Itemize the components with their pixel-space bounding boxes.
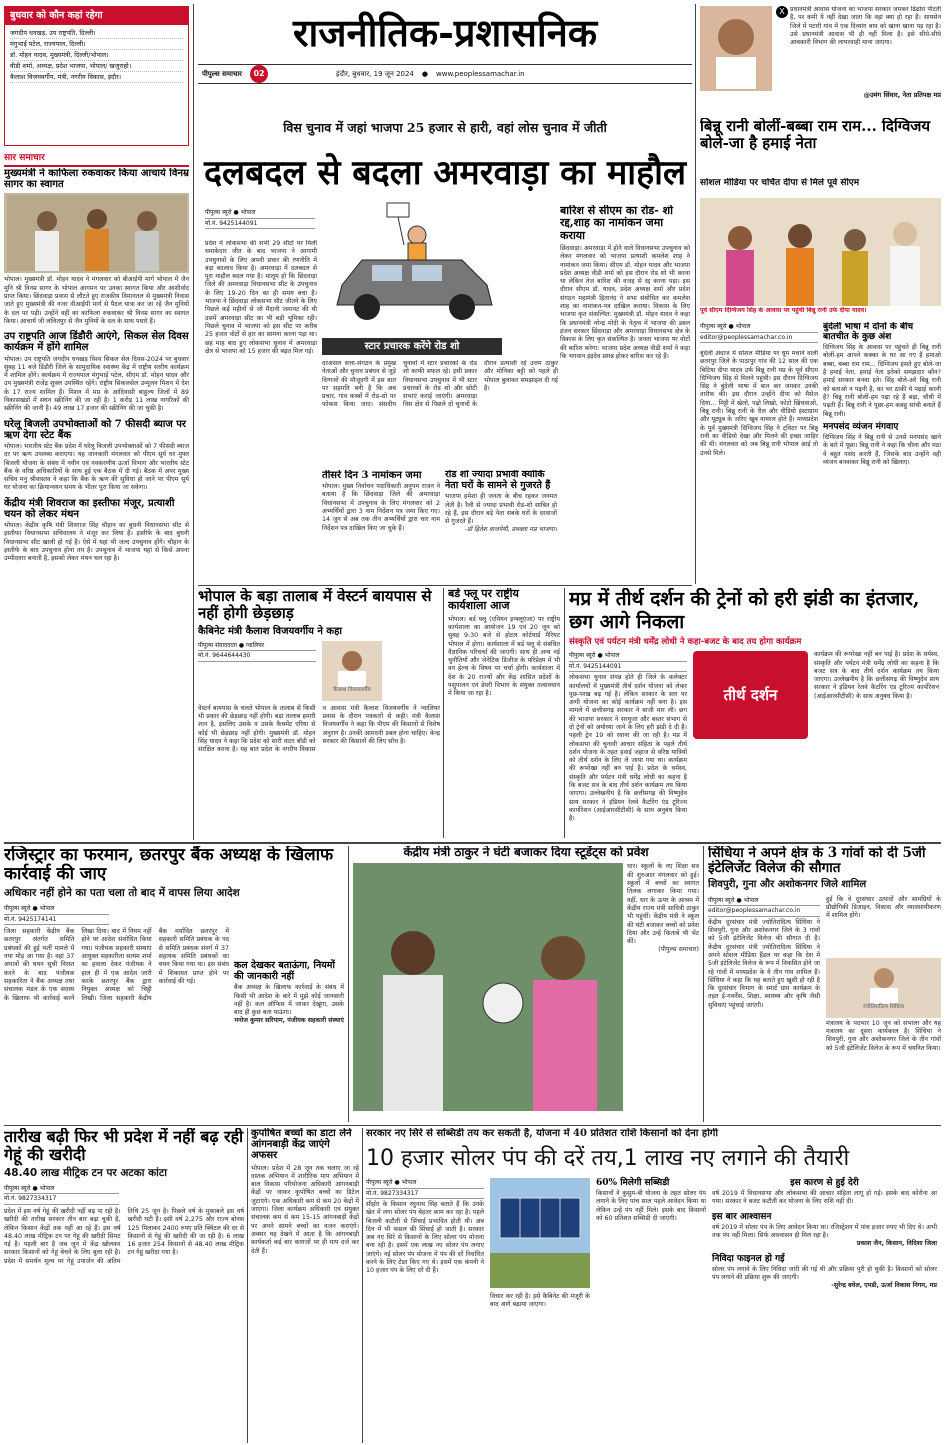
story-headline: तारीख बढ़ी फिर भी प्रदेश में नहीं बढ़ रही गेहूं की खरीदी: [4, 1128, 244, 1164]
story-headline: घरेलू बिजली उपभोक्ताओं को 7 फीसदी ब्याज पर ऋण देगा स्टेट बैंक: [4, 418, 187, 441]
story-headline: उप राष्ट्रपति आज डिंडौरी आएंगे, सिकल सेल दिवस कार्यक्रम में होंगे शामिल: [4, 331, 189, 354]
email[interactable]: editor@peoplessamachar.co.in: [708, 906, 820, 917]
bhopal-story: [198, 588, 440, 838]
box-sign: मनोज कुमार सरियाम, पंजीयक सहकारी संस्थाएं: [234, 1017, 344, 1025]
box-body: किसानों ने कुसुम-बी योजना के तहत सोलर पंप लगाने के लिए पांच साल पहले आवेदन किया था लेकिन उन्हें पंप नहीं मिले। इसके बाद किसानों को 60 प्रतिशत सब्सिडी दी जाएगी।: [596, 1190, 706, 1222]
story-body: भोपाल। बर्ड फ्लू (एवियन इन्फ्लूएंजा) पर राष्ट्रीय कार्यशाला का आयोजन 19 एवं 20 जून को सुबह 9:30 बजे से होटल कोर्टयार्ड मैरियट भोपाल में होगा। कार्यशाला में बर्ड फ्लू से संबंधित वैज्ञानिक परिचर्चा की जाएगी। साथ ही अन्य नई चुनौतियों और जेनेटिक डिजीज के परिप्रेक्ष्य में भी वन हेल्थ के विषय पर चर्चा होगी। कार्यशाला में देश के 20 राज्यों और केंद्र शासित प्रदेशों के पशुपालन एवं डेयरी विभाग के संयुक्त तत्वावधान में किया जा रहा है।: [448, 615, 560, 698]
byline: पीपुल्स ब्यूरो ● भोपाल: [569, 651, 687, 662]
workshop-story: [448, 588, 560, 838]
dateline: इंदौर, बुधवार, 19 जून 2024: [336, 69, 414, 78]
story-body: वेस्टर्न बायपास के चलते भोपाल के तालाब से किसी भी प्रकार की छेड़छाड़ नहीं होगी। बड़ा तालाब हमारी शान है, इसलिए उसके व उसके कैचमेंट एरिया से कोई भी छेड़छाड़ नहीं होगी। मुख्यमंत्री डॉ. मोहन सिंह यादव ने कहा कि प्रदेश को सारी वाटर बॉडी को संरक्षित करना है। यह बात प्रदेश के नगरीय विकास व आवास मंत्री कैलाश विजयवर्गीय ने ग्वालियर प्रवास के दौरान पत्रकारों से कही। मंत्री कैलाश विजयवर्गीय ने कहा कि पीएम की किसानों से विशेष अनुराग है। उनकी आमदनी डबल होना चाहिए। केन्द्र सरकार की किसानों की लिए सोच है।: [198, 704, 440, 754]
tirth-story: [569, 588, 941, 838]
kupo-story: [251, 1128, 359, 1443]
byline: पीपुल्स ब्यूरो ● भोपाल: [366, 1178, 484, 1189]
logo-text: तीर्थ दर्शन: [723, 685, 778, 704]
tirth-logo: [693, 651, 808, 739]
schedule-list: [5, 25, 188, 86]
tweet-sign: @उमंग सिंघार, नेता प्रतिपक्ष मप्र: [863, 91, 941, 99]
binnu-photo: [700, 198, 941, 306]
cartoon: [322, 195, 502, 355]
column-rule: [695, 4, 696, 584]
section-rule: [4, 1125, 941, 1126]
sub-headline: मनपसंद व्यंजन मंगवाए: [823, 421, 899, 432]
story-body: भोपाल। प्रदेश में 28 जून तक चलाए जा रहे दस्तक अभियान में शारीरिक माप अभियान में बाल विकास परियोजना अधिकारी आंगनबाड़ी केंद्रों पर जाकर कुपोषित बच्चों का डिटेल जुटाएंगे। एक अधिकारी कम से कम 20 केंद्रों में जाएगा। जिला कार्यक्रम अधिकारी एवं संयुक्त संचालक कम से कम 15-15 आंगनबाड़ी केंद्रों पर अपने सामने बच्चों का वजन कराएंगे। अक्सर यह देखने में आता है कि आंगनबाड़ी कार्यकर्ता कई बार कागजों पर ही माप दर्ज कर देती हैं।: [251, 1164, 359, 1255]
website[interactable]: www.peoplessamachar.in: [436, 69, 525, 78]
byline: पीपुल्स संवाददाता ● ग्वालियर: [198, 641, 316, 652]
byline: पीपुल्स ब्यूरो ● भोपाल: [4, 904, 109, 915]
story-subhead: संस्कृति एवं पर्यटन मंत्री धर्मेंद्र लोधी ने कहा-बजट के बाद तय होगा कार्यक्रम: [569, 636, 802, 647]
sub-headline: बुंदेली भाषा में दोनों के बीच बातचीत के कुछ अंश: [823, 322, 914, 343]
column-rule: [247, 1128, 248, 1443]
schedule-item: वीडी शर्मा, अध्यक्ष, प्रदेश भाजपा, भोपाल/ खजुराहो।: [10, 61, 183, 72]
byline: पीपुल्स ब्यूरो ● भोपाल: [205, 208, 315, 219]
photo-credit: (पीपुल्स समाचार): [658, 946, 699, 954]
story-body: भोपाल। केंद्रीय कृषि मंत्री शिवराज सिंह चौहान का बुधनी विधानसभा सीट से इस्तीफा विधानसभा सचिवालय ने मंजूर कर लिया है। इस्तीफे के बाद बुधनी विधानसभा सीट खाली हो गई है। ऐसे में यहां भी जल्द उपचुनाव होंगे। चौहान के इस्तीफे के बाद उपचुनाव होना तय है। उपचुनाव में भाजपा यहां से किसे अपना उम्मीदवार बनाती है, इसको लेकर मंथन चल रहा है।: [4, 522, 189, 563]
story-kicker: सरकार नए सिरे से सब्सिडी तय कर सकती है, योजना में 40 प्रतिशत राशि किसानों को देना होगी: [366, 1128, 719, 1139]
masthead-rule: [198, 64, 692, 84]
x-logo-icon: X: [776, 6, 788, 18]
story-headline: मप्र में तीर्थ दर्शन की ट्रेनों को हरी झंडी का इंतजार, छग आगे निकला: [569, 588, 920, 633]
story-body-cont: हुई कि वे दूरसंचार उत्पादों और सामग्रियों के प्रौद्योगिकी डिजाइन, विकास और व्यावसायीकरण में शामिल होंगे।: [826, 895, 941, 920]
box-headline: रोड शो ज्यादा प्रभावी क्योंकि नेता घरों के सामने से गुजरते हैं: [445, 470, 551, 491]
photo-caption: विचार कर रही है। इसे कैबिनेट की मंजूरी के बाद आगे बढ़ाया जाएगा।: [490, 1292, 590, 1309]
box-body: वर्ष 2019 में सोलर पंप के लिए आवेदन किया था। रजिस्ट्रेशन में पांच हजार रुपए भी दिए थे। अभी तक पंप नहीं मिला। सिर्फ आश्वासन ही मिल रहा है।: [712, 1223, 937, 1240]
column-rule: [564, 588, 565, 838]
binnu-photo-caption: पूर्व सीएम दिग्विजय सिंह के आवास पर पहुंचीं बिन्नू रानी उर्फ दीपा यादव।: [700, 307, 867, 314]
scindia-photo: [826, 958, 941, 1018]
wheat-story: [4, 1128, 244, 1443]
binnu-subhead: सोशल मीडिया पर चर्चित दीपा से मिले पूर्व सीएम: [700, 178, 860, 188]
email[interactable]: editor@peoplessamachar.co.in: [700, 333, 818, 344]
box-headline: 60% मिलेगी सब्सिडी: [596, 1178, 670, 1188]
solar-panel-icon: [490, 1178, 590, 1288]
binnu-headline: बिन्नू रानी बोलीं-बब्बा राम राम... दिग्विजय बोले-जा है हमाई नेता: [700, 118, 931, 152]
lead-byline-box: [205, 208, 315, 229]
story-subhead: अधिकार नहीं होने का पता चला तो बाद में वापस लिया आदेश: [4, 887, 240, 900]
story-subhead: कैबिनेट मंत्री कैलाश विजयवर्गीय ने कहा: [198, 625, 342, 637]
section-rule: [4, 842, 941, 844]
story-headline: भोपाल के बड़ा तालाब में वेस्टर्न बायपास से नहीं होगी छेड़छाड़: [198, 588, 432, 622]
tweet-text: प्रधानमंत्री आवास योजना का भाजपा सरकार जमकर ढिंढोरा पीटती है, पर कमी ये नहीं देखा जाता कि वहां क्या हो रहा है। सायसेन जिले में पटारी गांव में एक दिव्यांग बाप को खाना खाना पड़ रहा है। उसे प्रधानमंत्री आवास भी ही नहीं मिला है। इसे सीधे-सीधे आबकारी विभाग की लापरवाही माना जाएगा।: [790, 6, 941, 47]
binnu-sidebar: [823, 322, 941, 584]
binnu-body: बुंदेली अंदाज में सोशल मीडिया पर धूम मचाने वाली छतरपुर जिले के पाठापुर गांव की 12 साल की एक बिटिया दीपा यादव उर्फ बिन्नू रानी मप्र के पूर्व सीएम दिग्विजय सिंह से मिलने पहुंची। इस दौरान दिग्विजय सिंह ने बुंदेली भाषा में बात कर जमकर उनकी तारीफ की। इस दौरान उन्होंने दीपा को मैसेज दिया... मिट्टी में खेलो, पढ़ो लिखो, फोटो खिंचवाओ, बिन्नू रानी। बिन्नू रानी के रील और वीडियो इंस्टाग्राम और यूट्यूब के जरिए खूब वायरल होते हैं। मध्यप्रदेश के पूर्व मुख्यमंत्री दिग्विजय सिंह ने ट्विटर पर बिन्नू रानी का वीडियो देखा और मिलने की इच्छा जाहिर की थी। मंगलवार को जब बिन्नू रानी भोपाल आई तो उनसे मिले।: [700, 350, 818, 457]
box-headline: तीसरे दिन 3 नामांकन जमा: [322, 470, 422, 481]
box-body: सोलर पंप लगाने के लिए निविदा जारी की गई थी और प्रक्रिया पूरी हो चुकी है। किसानों को सोलर पंप लगाने की प्रक्रिया शुरू की जाएगी।: [712, 1265, 937, 1282]
column-rule: [348, 846, 349, 1122]
story-body-cont: मंत्रालय के पदभार 10 जून को संभाला और यह मंत्रालय का दूसरा कार्यकाल है। सिंधिया ने शिवपुरी, गुना और अशोकनगर जिले के तीन गांवों को 5जी इंटेलिजेंट विलेज के रूप में चयनित किया।: [826, 1019, 941, 1052]
phone: मो.नं. 9827334317: [366, 1189, 484, 1200]
news-label: सार समाचार: [4, 153, 189, 167]
nomination-box: [322, 470, 440, 580]
tweet-photo: [700, 6, 772, 91]
box-headline: कल देखकर बताऊंगा, नियमों की जानकारी नहीं: [234, 960, 335, 982]
story-body: सीहोर के किसान रघुनाथ सिंह बताते हैं कि उनके खेत में लगा सोलर पंप बेहतर काम कर रहा है। पहले बिजली कटौती से सिंचाई प्रभावित होती थी। अब दिन में भी फसल की सिंचाई हो जाती है। सरकार अब नए सिरे से किसानों के लिए सोलर पंप योजना बना रही है। इसमें एक लाख नए सोलर पंप लगाए जाएंगे। नई सोलर पंप योजना में पंप की दरें निर्धारित करने के लिए टेंडर किए गए थे। इसमें एक कंपनी ने 10 हजार पंप के लिए दरें दी हैं।: [366, 1201, 484, 1275]
box-quote: -डॉ हितेश वाजपेयी, प्रवक्ता मप्र भाजपा।: [464, 526, 557, 534]
lead-headline: दलबदल से बदला अमरवाड़ा का माहौल: [203, 153, 686, 193]
column-rule: [193, 4, 194, 840]
rule-box: [234, 961, 344, 1026]
section-title: राजनीतिक-प्रशासनिक: [292, 10, 598, 55]
story-body: जिला सहकारी केंद्रीय बैंक छतरपुर अंतर्गत समिति प्रबंधकों की हुई भर्ती मामले में नया मोड़ आ गया है। वहां 37 अपात्रों की चयन सूची निरस्त करने के बाद पंजीयक सहकारिता ने बैंक अध्यक्ष तथा संचालक मंडल के एक सदस्य के खिलाफ भी कार्रवाई करने लिखा दिया। बाद में नियम नहीं होने पर आदेश संशोधित किया गया। पंजीयक सहकारी संस्थाएं आयुक्त सहकारिता सत्यम शर्मा का हवाला देकर पंजीयक ने हाल ही में एक आदेश जारी करके छतरपुर बैंक द्वारा नियुक्त अध्यक्ष को चिट्ठी लिखी। जिला सहकारी केंद्रीय बैंक मर्यादित छतरपुर में सहकारी समिति प्रबंधक के पद से समिति प्रबंधक संवर्ग में 37 सहायक समिति प्रबंधकों का चयन किया गया था। इस संबंध में शिकायत प्राप्त होने पर कार्रवाई की गई।: [4, 928, 229, 1002]
phone: मो.नं. 9425144091: [205, 219, 315, 230]
photo-caption: धार। स्कूलों के नए शिक्षा सत्र की शुरुआत मंगलवार को हुई। स्कूलों में बच्चों का स्वागत तिलक लगाकर किया गया। वहीं, धार के ऊपर के आश्रम में केंद्रीय राज्य मंत्री सावित्री ठाकुर भी पहुंचीं। केंद्रीय मंत्री ने स्कूल की घंटी बजाकर बच्चों को प्रवेश दिया और उन्हें किताबें भी भेंट कीं।: [627, 863, 699, 946]
story-headline: 10 हजार सोलर पंप की दरें तय,1 लाख नए लगाने की तैयारी: [366, 1145, 850, 1171]
phone: मो.नं. 9425174141: [4, 915, 109, 926]
paper-name: पीपुल्स समाचार: [202, 69, 243, 78]
people-photo-icon: [7, 195, 187, 271]
lead-body: प्रदेश में लोकसभा की सभी 29 सीटों पर मिली धमाकेदार जीत के बाद भाजपा ने आगामी उपचुनावों के लिए अपनी प्रचार की रणनीति में बड़ा बदलाव किया है। अमरवाड़ा में दलबदल से पूरा माहौल बदल गया है। मालूम हो कि छिंदवाड़ा जिले की अमरवाड़ा विधानसभा सीट के उपचुनाव के लिए 19-20 दिन का ही समय बचा है। भाजपा ने छिंदवाड़ा लोकसभा सीट जीतने के लिए पिछले कई महीनों से जो मैदानी जमावट की थी उसमें अमरवाड़ा सीट का भी बड़ी भूमिका रही। पिछले चुनाव में भाजपा को इस सीट पर करीब 25 हजार वोटों से हार का सामना करना पड़ा था। छह माह बाद हुए लोकसभा चुनाव में अमरवाड़ा क्षेत्र से भाजपा को 15 हजार की बढ़त मिल गई।: [205, 240, 317, 355]
face-icon: [706, 9, 766, 89]
section-rule: [198, 585, 692, 586]
box-headline: निविदा फाइनल हो गई: [712, 1253, 785, 1264]
car-cartoon-icon: [322, 195, 502, 335]
schedule-item: डॉ. मोहन यादव, मुख्यमंत्री, दिल्ली/भोपाल।: [10, 50, 183, 61]
globe-icon: ●: [421, 69, 428, 78]
box-sign: -सुरेन्द्र बघेल, एमडी, ऊर्जा विकास निगम, मप्र: [831, 1282, 937, 1290]
story-headline: बर्ड फ्लू पर राष्ट्रीय कार्यशाला आज: [448, 588, 519, 613]
side-headline: बारिश से सीएम का रोड- शो रद्द,शाह का नामांकन जमा कराया: [560, 205, 673, 242]
story-body-cont: कार्यक्रम की रूपरेखा नहीं बन पाई है। प्रदेश के धर्मस्व, संस्कृति और पर्यटन मंत्री धर्मेंद्र लोधी का कहना है कि बजट सत्र के बाद तीर्थ दर्शन कार्यक्रम तय किया जाएगा। उल्लेखनीय है कि छत्तीसगढ़ की विष्णुदेव साय सरकार ने इंडियन रेलवे कैटरिंग एंड टूरिज्म कार्पोरेशन (आईआरसीटीसी) के साथ अनुबंध किया है।: [814, 651, 939, 700]
column-rule: [703, 846, 704, 1122]
lead-kicker: विस चुनाव में जहां भाजपा 25 हजार से हारी, वहां लोस चुनाव में जीती: [283, 120, 607, 135]
schedule-box: [4, 6, 189, 146]
story-headline: सिंधिया ने अपने क्षेत्र के 3 गांवों को दी 5जी इंटेलिजेंट विलेज की सौगात: [708, 846, 926, 877]
schedule-item: कैलाश विजयवर्गीय, मंत्री, नगरीय विकास, इंदौर।: [10, 72, 183, 83]
story-body: भोपाल। मुख्यमंत्री डॉ. मोहन यादव ने मंगलवार को बीआईपी मार्ग भोपाल में जैन मुनि श्री विनम्र सागर के भोपाल आगमन पर उनका स्वागत किया और आशीर्वाद प्राप्त किया। छिंदवाड़ा प्रवास से लौटते हुए राजकीय विमानतल से मुख्यमंत्री निवास जाते हुए मुख्यमंत्री की नजर वीआईपी मार्ग से पैदल यात्रा कर जा रहे जैन मुनियों के दल पर पड़ी। उन्होंने वहीं का काफिला रुकवाकर श्री विनम्र सागर का स्वागत किया। आचार्य जी ललितपुर से जैन मुनियों के दल के साथ पधारे हैं।: [4, 276, 189, 325]
schedule-title: बुधवार को कौन कहां रहेगा: [5, 7, 188, 25]
story-body: भोपाल। भारतीय स्टेट बैंक प्रदेश में घरेलू बिजली उपभोक्ताओं को 7 फीसदी ब्याज दर पर ऋण उपलब्ध कराएगा। यह जानकारी मंगलवार को पीएम सूर्य घर मुफ्त बिजली योजना के संबंध में नवीन एवं नवकरणीय ऊर्जा विभाग और भारतीय स्टेट बैंक के वरिष्ठ अधिकारियों के साथ हुई एक बैठक में दी गई। बैठक में अपर मुख्य सचिव मनु श्रीवास्तव ने कहा कि बैंक के ऋण की सुविधा हो जाने पर पीएम सूर्य घर योजना का क्रियान्वयन समय के भीतर पूरा किया जा सकेगा।: [4, 442, 189, 492]
phone: मो.नं. 9644644430: [198, 651, 316, 662]
box-body: भोपाल। मुख्य निर्वाचन पदाधिकारी अनुपम राजन ने बताया है कि छिंदवाड़ा जिले की अमरवाड़ा विधानसभा में उपचुनाव के लिए मंगलवार को 2 अभ्यर्थियों द्वारा 3 नाम निर्देशन पत्र जमा किए गए। 14 जून से अब तक तीन अभ्यर्थियों द्वारा चार नाम निर्देशन पत्र दाखिल किए जा चुके हैं।: [322, 483, 440, 532]
cartoon-caption: स्टार प्रचारक करेंगे रोड शो: [322, 338, 502, 355]
page-number: 02: [250, 65, 268, 83]
sub-body: दिग्विजय सिंह ने बिन्नू रानी से उनसे मनपसंद खाने के बारे में पूछा। बिन्नू रानी ने कहा कि चीला और मठा वे बहुत पसंद करती हैं, जिसके बाद उन्होंने वही व्यंजन बनवाकर बिन्नू रानी को खिलाए।: [823, 433, 941, 466]
story-photo: [4, 193, 189, 273]
sidebar-column: [4, 168, 189, 840]
binnu-byline-box: [700, 322, 818, 343]
box-body: भाजपा हमेशा ही जनता के बीच रहकर जनमत लेती है। रैली से ज्यादा प्रभावी रोड-शो साबित हो रहे हैं, इस दौरान बड़े नेता सबके घरों के दरवाजों से गुजरते हैं।: [445, 493, 557, 526]
phone: मो.नं. 9425144091: [569, 662, 687, 673]
person-icon: [332, 647, 372, 687]
group-photo-icon: [700, 198, 941, 306]
box-headline: इस बार आश्वासन: [712, 1211, 772, 1222]
story-headline: केंद्रीय मंत्री शिवराज का इस्तीफा मंजूर, प्रत्याशी चयन को लेकर मंथन: [4, 497, 175, 520]
photo-label: ज्योतिरादित्य सिंधिया: [862, 1004, 905, 1011]
side-story: [560, 205, 690, 585]
side-body: छिंदवाड़ा। अमरवाड़ा में होने वाले विधानसभा उपचुनाव को लेकर मंगलवार को भाजपा प्रत्याशी कमलेश शाह ने नामांकन जमा किया। सीएम डॉ. मोहन यादव और भाजपा प्रदेश अध्यक्ष वीडी शर्मा को इस दौरान रोड शो भी करना था लेकिन तेज बारिश की वजह से रद्द करना पड़ा। इस दौरान सीएम डॉ. यादव, प्रदेश अध्यक्ष शर्मा और प्रदेश संगठन महामंत्री हितानंद ने सभा संबोधित कर कमलेश शाह का नामांकन-पत्र दाखिल कराया। विकास के लिए भाजपा कृत संकल्पित: मुख्यमंत्री डॉ. मोहन यादव ने कहा कि प्रधानमंत्री नरेन्द्र मोदी के नेतृत्व में भाजपा की डबल इंजन सरकार छिंदवाड़ा और अमरवाड़ा विधानसभा क्षेत्र के विकास के लिए कृत संकल्पित है। जनता भाजपा पर वोटों की बारिश करेगा: भाजपा प्रदेश अध्यक्ष वीडी शर्मा ने कहा कि भगवान इंद्रदेव प्रसन्न होकर बारिश कर रहे हैं।: [560, 244, 690, 360]
story-body: केंद्रीय दूरसंचार मंत्री ज्योतिरादित्य सिंधिया ने शिवपुरी, गुना और अशोकनगर जिले के 3 गांवों को 5जी इंटेलिजेंट विलेज की सौगात दी है। केंद्रीय दूरसंचार मंत्री ज्योतिरादित्य सिंधिया ने अपने सोशल मीडिया हैंडल पर कहा कि देश में 5जी इंटेलिजेंट विलेज के रूप में विकसित होने जा रहे गांवों में मध्यप्रदेश के ये तीन गांव शामिल हैं। सिंधिया ने कहा कि यह बताते हुए खुशी हो रही है कि दूरसंचार विभाग के स्मार्ट ग्राम कार्यक्रम के तहत ई-गवर्नेंस, शिक्षा, स्वास्थ्य और कृषि जैसी सुविधाएं पहुंचाई जाएंगी।: [708, 918, 820, 1009]
thakur-story: [353, 846, 699, 1122]
lead-body-bottom: दरअसल सत्ता-संगठन के प्रमुख नेताओं और चुनाव प्रबंधन से जुड़े दिग्गजों की मौजूदगी में इस बात पर सहमति बनी है कि अब प्रचार, गांव कस्बों में रोड-शो पर फोकस किया जाए। संसदीय चुनावों में स्टार प्रचारकों के रोड शो काफी सफल रहे। इसी प्रकार विधानसभा उपचुनाव में भी स्टार प्रचारकों के रोड शो और छोटी सभाएं कराई जाएंगी। अमरवाड़ा विस क्षेत्र से पिछले दो चुनावों के दौरान प्रत्याशी रहे उत्तम ठाकुर और मोनिका बट्टी को पहले ही भोपाल बुलाकर समझाइश दी गई है।: [322, 360, 558, 409]
minister-photo: [322, 641, 382, 701]
box-sign: प्रकाश जैन, किसान, विदिशा जिला: [856, 1240, 937, 1248]
person-icon: [864, 964, 904, 1004]
story-body: लोकसभा चुनाव संपन्न होते ही जिले के कलेक्टर कार्यालयों में मुख्यमंत्री तीर्थ दर्शन योजना को लेकर पूछ-परख बढ़ गई है। लेकिन सरकार के स्तर पर अभी योजना का कोई कार्यक्रम नहीं बना है। इस मामले में छत्तीसगढ़ सरकार ने बाजी मार ली। छग की भाजपा सरकार ने सरयुजा और बस्तर संभाग से दो ट्रेनों को अयोध्या जाने के लिए हरी झंडी दे दी है। पहली ट्रेन 19 को रवाना की जा रही है। मप्र में लोकसभा की चुनावी आचार संहिता के पहले तीर्थ दर्शन योजना के तहत हवाई जहाज से वरिष्ठ यात्रियों को तीर्थ दर्शन के लिए ले जाया गया था। कार्यक्रम की रूपरेखा नहीं बन पाई है। प्रदेश के धर्मस्व, संस्कृति और पर्यटन मंत्री धर्मेंद्र लोधी का कहना है कि बजट सत्र के बाद तीर्थ दर्शन कार्यक्रम तय किया जाएगा। उल्लेखनीय है कि छत्तीसगढ़ की विष्णुदेव साय सरकार ने इंडियन रेलवे कैटरिंग एंड टूरिज्म कार्पोरेशन (आईआरसीटीसी) के साथ अनुबंध किया है।: [569, 674, 687, 823]
box-body: बैंक अध्यक्ष के खिलाफ कार्रवाई के संबंध में किसी भी आदेश के बारे में मुझे कोई जानकारी नहीं है। कल ऑफिस में जाकर देखूंगा, उसके बाद ही कुछ बता पाऊंगा।: [234, 984, 344, 1017]
schedule-item: मंगुभाई पटेल, राज्यपाल, दिल्ली।: [10, 39, 183, 50]
story-headline: रजिस्ट्रार का फरमान, छतरपुर बैंक अध्यक्ष के खिलाफ कार्रवाई की जाए: [4, 846, 334, 885]
column-rule: [362, 1128, 363, 1443]
story-subhead: शिवपुरी, गुना और अशोकनगर जिले शामिल: [708, 879, 867, 891]
solar-story: [366, 1128, 941, 1443]
roadshow-box: [445, 470, 557, 580]
column-rule: [443, 588, 444, 838]
scindia-story: [708, 846, 941, 1122]
photo-label: कैलाश विजयवर्गीय: [333, 687, 371, 694]
phone: मो.नं. 9827334317: [4, 1194, 119, 1205]
box-body: वर्ष 2019 में विधानसभा और लोकसभा की आचार संहिता लागू हो गई। इसके बाद कोरोना आ गया। सरकार ने बजट कटौती कर योजना के लिए राशि नहीं दी।: [712, 1190, 937, 1206]
sub-body: दिग्विजय सिंह के आवास पर पहुंचते ही बिन्नू रानी बोलीं-हम आपने कक्का के घर आ गए हैं हमाओ बब्बा, बब्बा राम राम... दिग्विजय हंसते हुए बोले-जा है हमाई नेता, हमाई नेता इतेको समझदार कौन? हमाई सरकार बनवा हते। सिंह बोले-अरे बिन्नू रानी को बताओ न पढ़नी है, का भर ठाकी ये पढ़ाई करनी है? बिन्नू रानी बोलीं-हम पढ़ा रहे हैं बढ़ा, चौथी में पढ़ती हैं। बिन्नू रानी ने पूछा-हम कबहु सांची बनाते हैं बिन्नू रानी।: [823, 344, 941, 418]
byline: पीपुल्स ब्यूरो ● भोपाल: [700, 322, 818, 333]
story-headline: कुपोषित बच्चों का डाटा लेने आंगनबाड़ी केंद्र जाएंगे अफसर: [251, 1128, 352, 1162]
story-subhead: 48.40 लाख मीट्रिक टन पर अटका कांटा: [4, 1166, 167, 1179]
story-body: प्रदेश में इस वर्ष गेहूं की खरीदी नहीं बढ़ पा रही है। खरीदी की तारीख सरकार तीन बार बढ़ा चुकी है, लेकिन किसान केंद्रों तक नहीं आ रहे हैं। इस वर्ष 48.40 लाख मीट्रिक टन पर गेहूं की खरीदी सिमट गई है। पहली बार है जब जून में केंद्र खोलकर सरकार किसानों को गेहूं बेचने के लिए बुला रही है। प्रदेश में समर्थन मूल्य पर गेहूं उपार्जन की अंतिम तिथि 25 जून है। पिछले वर्ष के मुकाबले इस वर्ष खरीदी घटी है। इसी वर्ष 2,275 और राज्य बोनस 125 मिलाकर 2400 रुपए प्रति क्विंटल की दर से किसानों से गेहूं की खरीदी की जा रही है। 6 लाख 16 हजार 254 किसानों से 48.40 लाख मीट्रिक टन गेहूं खरीदा गया है।: [4, 1207, 244, 1265]
byline: पीपुल्स ब्यूरो ● भोपाल: [708, 896, 820, 907]
masthead: [198, 4, 692, 104]
registrar-story: [4, 846, 344, 1122]
byline: पीपुल्स ब्यूरो ● भोपाल: [4, 1184, 119, 1195]
tweet-box: [700, 6, 941, 101]
story-headline: केंद्रीय मंत्री ठाकुर ने घंटी बजाकर दिया स्टूडेंट्स को प्रवेश: [403, 846, 649, 859]
schedule-item: जगदीप धनखड़, उप राष्ट्रपति, दिल्ली।: [10, 28, 183, 39]
box-headline: इस कारण से हुई देरी: [790, 1178, 859, 1188]
story-headline: मुख्यमंत्री ने काफिला रुकवाकर किया आचार्य विनम्र सागर का स्वागत: [4, 168, 189, 191]
story-body: भोपाल। उप राष्ट्रपति जगदीप धनखड़ विश्व सिकल सेल दिवस-2024 पर बुधवार सुबह 11 बजे डिंडौरी जिले के सामुदायिक स्वास्थ्य केंद्र में राष्ट्रीय स्तरीय कार्यक्रम में शामिल होंगे। कार्यक्रम में राज्यपाल मंगुभाई पटेल, सीएम डॉ. मोहन यादव और उप मुख्यमंत्री राजेंद्र शुक्ल उपस्थित रहेंगे। राष्ट्रीय सिकलसेल उन्मूलन मिशन में देश के 17 राज्य शामिल हैं। मिशन में मप्र के आदिवासी बाहुल्य जिलों में 89 विकासखंडों में सघन स्क्रीनिंग की जा रही है। 1 करोड़ 11 लाख नागरिकों की स्क्रीनिंग की जानी है। 49 लाख 17 हजार की स्क्रीनिंग की जा चुकी है।: [4, 355, 189, 413]
school-photo-icon: [353, 863, 623, 1111]
